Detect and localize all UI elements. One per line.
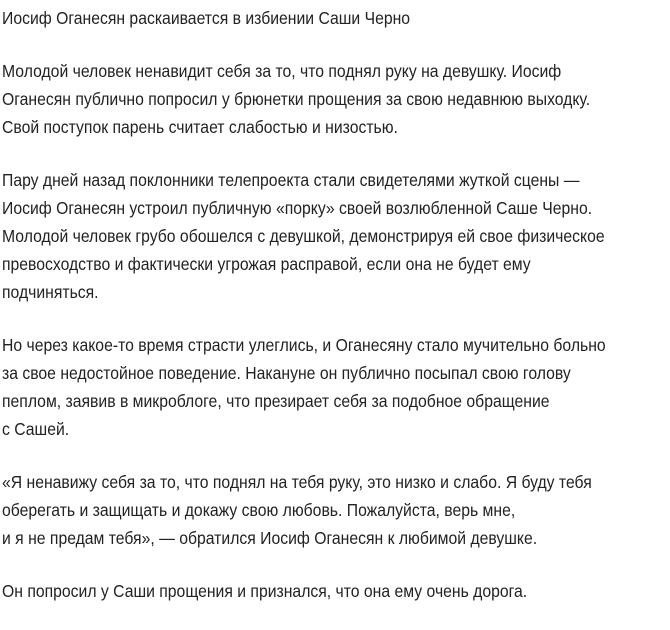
text-line: Свой поступок парень считает слабостью и низостью. xyxy=(2,117,398,137)
paragraph-conclusion xyxy=(2,577,650,605)
paragraph-intro xyxy=(2,57,650,141)
text-line: за свое недостойное поведение. Накануне он публично посыпал свою голову xyxy=(2,363,571,383)
text-line: Иосиф Оганесян устроил публичную «порку» своей возлюбленной Саше Черно. xyxy=(2,198,593,218)
paragraph-incident xyxy=(2,166,650,306)
text-line: с Сашей. xyxy=(2,419,70,439)
text-line: пеплом, заявив в микроблоге, что презирает себя за подобное обращение xyxy=(2,391,550,411)
paragraph-quote xyxy=(2,468,650,552)
text-line: Пару дней назад поклонники телепроекта стали свидетелями жуткой сцены — xyxy=(2,170,580,190)
text-line: Молодой человек ненавидит себя за то, что поднял руку на девушку. Иосиф xyxy=(2,61,562,81)
article-title: Иосиф Оганесян раскаивается в избиении Саши Черно xyxy=(2,8,411,28)
text-line: оберегать и защищать и докажу свою любовь. Пожалуйста, верь мне, xyxy=(2,500,516,520)
paragraph-remorse xyxy=(2,331,650,443)
text-line: «Я ненавижу себя за то, что поднял на тебя руку, это низко и слабо. Я буду тебя xyxy=(2,472,592,492)
text-line: Но через какое-то время страсти улеглись, и Оганесяну стало мучительно больно xyxy=(2,335,606,355)
article xyxy=(2,4,650,630)
text-line: и я не предам тебя», — обратился Иосиф Оганесян к любимой девушке. xyxy=(2,528,538,548)
text-line: Он попросил у Саши прощения и признался, что она ему очень дорога. xyxy=(2,581,528,601)
text-line: превосходство и фактически угрожая расправой, если она не будет ему xyxy=(2,254,531,274)
text-line: подчиняться. xyxy=(2,282,99,302)
text-line: Оганесян публично попросил у брюнетки прощения за свою недавнюю выходку. xyxy=(2,89,591,109)
text-line: Молодой человек грубо обошелся с девушкой, демонстрируя ей свое физическое xyxy=(2,226,605,246)
